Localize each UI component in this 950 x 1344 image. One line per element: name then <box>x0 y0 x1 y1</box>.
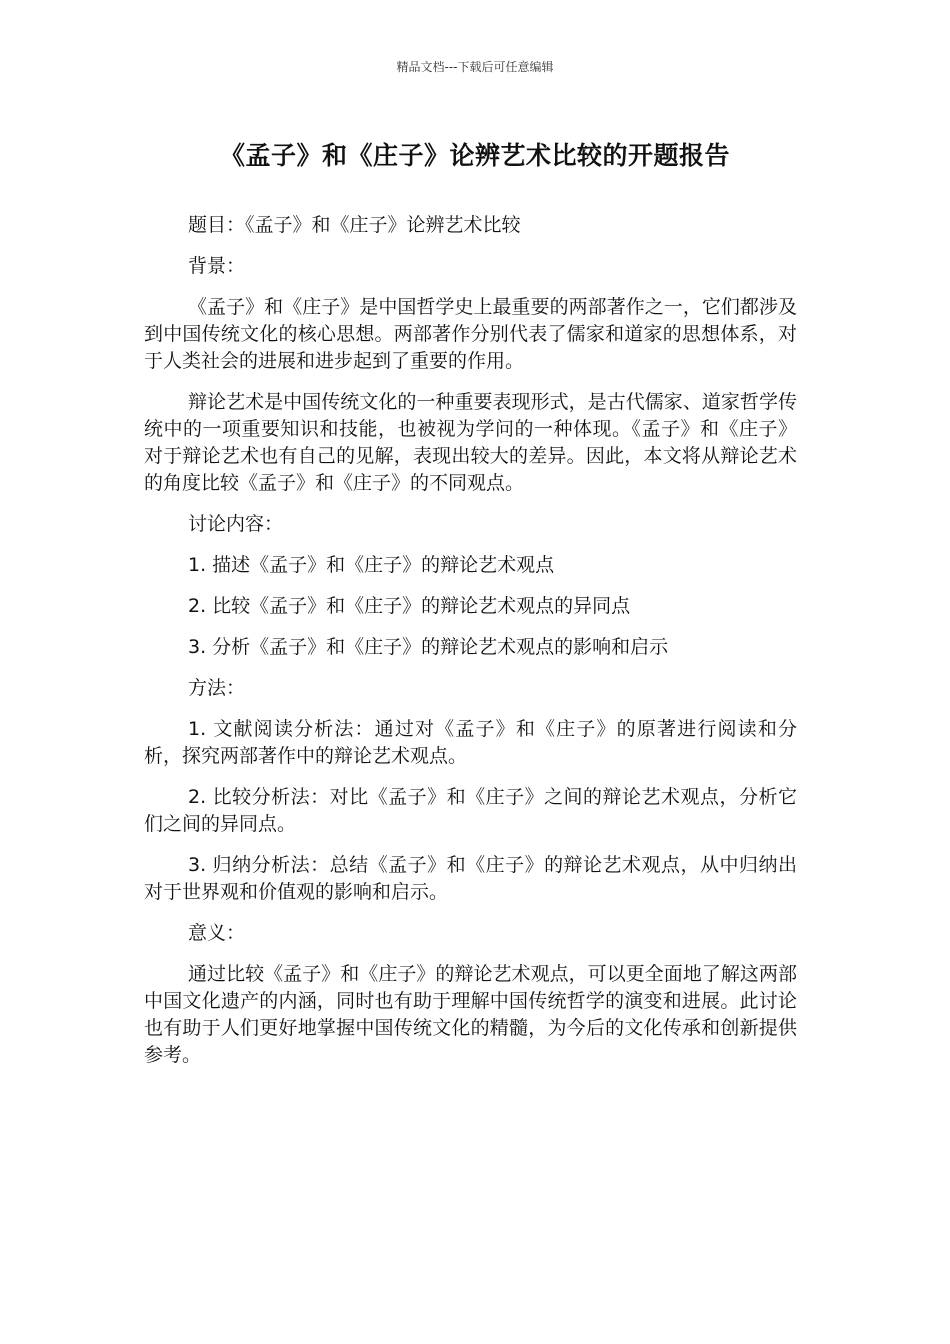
section-heading-method: 方法： <box>188 677 246 699</box>
document-body <box>144 212 797 1083</box>
page-header-watermark: 精品文档---下载后可任意编辑 <box>396 60 554 74</box>
content-item-2: 2. 比较《孟子》和《庄子》的辩论艺术观点的异同点 <box>188 595 631 617</box>
section-heading-content: 讨论内容： <box>188 513 284 535</box>
background-paragraph-2: 辩论艺术是中国传统文化的一种重要表现形式，是古代儒家、道家哲学传统中的一项重要知识和技能，也被视为学问的一种体现。《孟子》和《庄子》对于辩论艺术也有自己的见解，表现出较大的差异。因此，本文将从辩论艺术的角度比较《孟子》和《庄子》的不同观点。 <box>144 391 797 494</box>
content-item-3: 3. 分析《孟子》和《庄子》的辩论艺术观点的影响和启示 <box>188 636 669 658</box>
document-title: 《孟子》和《庄子》论辨艺术比较的开题报告 <box>219 141 730 170</box>
method-item-1: 1. 文献阅读分析法：通过对《孟子》和《庄子》的原著进行阅读和分析，探究两部著作中的辩论艺术观点。 <box>144 718 797 767</box>
section-heading-background: 背景： <box>188 255 246 277</box>
method-item-2: 2. 比较分析法：对比《孟子》和《庄子》之间的辩论艺术观点，分析它们之间的异同点。 <box>144 786 797 835</box>
topic-line: 题目：《孟子》和《庄子》论辨艺术比较 <box>188 214 521 236</box>
background-paragraph-1: 《孟子》和《庄子》是中国哲学史上最重要的两部著作之一，它们都涉及到中国传统文化的核心思想。两部著作分别代表了儒家和道家的思想体系，对于人类社会的进展和进步起到了重要的作用。 <box>144 296 797 372</box>
section-heading-significance: 意义： <box>188 922 246 944</box>
content-item-1: 1. 描述《孟子》和《庄子》的辩论艺术观点 <box>188 554 555 576</box>
significance-paragraph: 通过比较《孟子》和《庄子》的辩论艺术观点，可以更全面地了解这两部中国文化遗产的内涵，同时也有助于理解中国传统哲学的演变和进展。此讨论也有助于人们更好地掌握中国传统文化的精髓，为今后的文化传承和创新提供参考。 <box>144 963 797 1066</box>
method-item-3: 3. 归纳分析法：总结《孟子》和《庄子》的辩论艺术观点，从中归纳出对于世界观和价值观的影响和启示。 <box>144 854 797 903</box>
